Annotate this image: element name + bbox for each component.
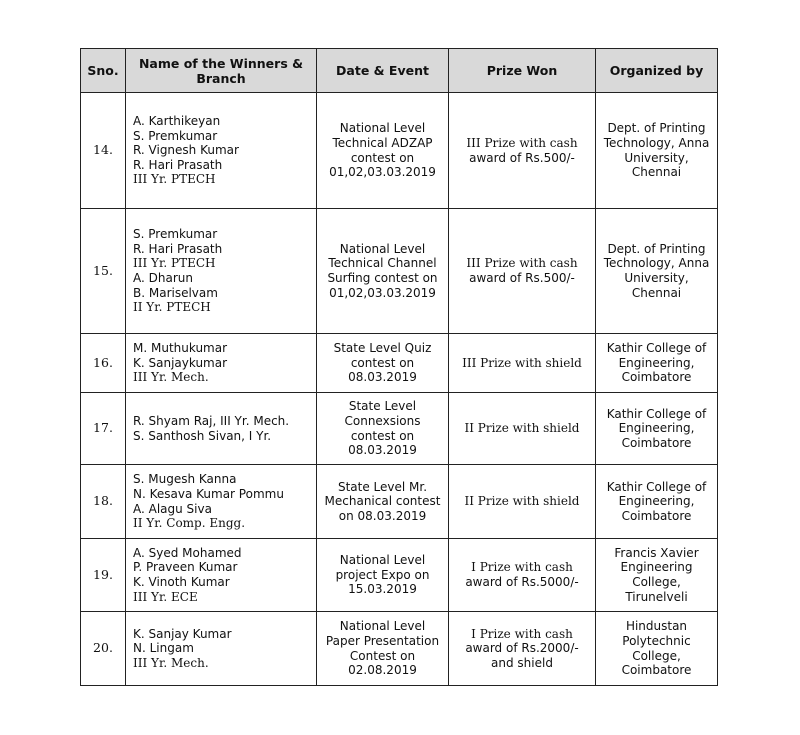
- sno-cell: 16.: [81, 334, 126, 393]
- winner-name: K. Vinoth Kumar: [133, 575, 230, 589]
- organizer-cell: Dept. of Printing Technology, Anna University, Chennai: [596, 93, 718, 209]
- sno-cell: 14.: [81, 93, 126, 209]
- sno-cell: 15.: [81, 209, 126, 334]
- winners-cell: [126, 539, 317, 612]
- winner-name: R. Shyam Raj, III Yr. Mech.: [133, 413, 290, 428]
- winner-name: N. Lingam: [133, 641, 194, 656]
- table-row: [81, 93, 718, 209]
- winners-cell: [126, 612, 317, 686]
- winner-name: S. Premkumar: [133, 227, 218, 242]
- winner-name: S. Mugesh Kanna: [133, 472, 237, 487]
- event-cell: National Level project Expo on 15.03.2019: [317, 539, 449, 612]
- prize-line: I Prize with cash: [471, 626, 573, 641]
- winners-table: [80, 48, 718, 686]
- prize-line: III Prize with cash: [466, 256, 578, 271]
- sno-cell: 17.: [81, 393, 126, 465]
- prize-line: III Prize with cash: [466, 135, 578, 150]
- table-row: [81, 209, 718, 334]
- winners-cell: [126, 465, 317, 539]
- prize-cell: [449, 612, 596, 686]
- winner-branch: III Yr. Mech.: [133, 370, 209, 385]
- organizer-cell: Kathir College of Engineering, Coimbatore: [596, 465, 718, 539]
- organizer-cell: Hindustan Polytechnic College, Coimbatore: [596, 612, 718, 686]
- prize-line: award of Rs.5000/-: [465, 575, 579, 589]
- winner-name: P. Praveen Kumar: [133, 560, 238, 575]
- table-row: [81, 539, 718, 612]
- winner-name: K. Sanjaykumar: [133, 355, 228, 370]
- organizer-cell: Kathir College of Engineering, Coimbatore: [596, 393, 718, 465]
- header-organized: Organized by: [596, 49, 718, 93]
- organizer-cell: Dept. of Printing Technology, Anna University, Chennai: [596, 209, 718, 334]
- prize-cell: [449, 539, 596, 612]
- winners-cell: [126, 93, 317, 209]
- event-cell: National Level Technical Channel Surfing contest on 01,02,03.03.2019: [317, 209, 449, 334]
- event-cell: State Level Mr. Mechanical contest on 08.03.2019: [317, 465, 449, 539]
- sno-cell: 20.: [81, 612, 126, 686]
- event-cell: National Level Paper Presentation Contest on 02.08.2019: [317, 612, 449, 686]
- prize-cell: [449, 393, 596, 465]
- header-prize: Prize Won: [449, 49, 596, 93]
- prize-line: II Prize with shield: [464, 494, 580, 509]
- winner-name: R. Hari Prasath: [133, 241, 223, 256]
- prize-line: II Prize with shield: [464, 421, 580, 436]
- table-row: [81, 334, 718, 393]
- table-header-row: [81, 49, 718, 93]
- winners-cell: [126, 209, 317, 334]
- winner-name: S. Premkumar: [133, 128, 218, 143]
- table-row: [81, 393, 718, 465]
- prize-cell: [449, 465, 596, 539]
- winner-branch: III Yr. ECE: [133, 589, 198, 604]
- event-cell: State Level Connexsions contest on 08.03.2019: [317, 393, 449, 465]
- organizer-cell: Kathir College of Engineering, Coimbatore: [596, 334, 718, 393]
- event-cell: State Level Quiz contest on 08.03.2019: [317, 334, 449, 393]
- prize-line: I Prize with cash: [471, 560, 573, 575]
- winner-name: R. Vignesh Kumar: [133, 143, 239, 158]
- prize-line: and shield: [491, 655, 553, 670]
- prize-line: award of Rs.500/-: [469, 271, 575, 285]
- table-row: [81, 612, 718, 686]
- header-sno: Sno.: [81, 49, 126, 93]
- winner-name: K. Sanjay Kumar: [133, 626, 232, 641]
- winner-branch: II Yr. PTECH: [133, 300, 211, 315]
- winner-name: A. Syed Mohamed: [133, 545, 242, 560]
- prize-line: III Prize with shield: [462, 355, 582, 370]
- winner-name: N. Kesava Kumar Pommu: [133, 486, 284, 501]
- table-row: [81, 465, 718, 539]
- winner-branch: II Yr. Comp. Engg.: [133, 516, 246, 531]
- winners-cell: [126, 393, 317, 465]
- winner-name: A. Dharun: [133, 271, 193, 285]
- winner-branch: III Yr. Mech.: [133, 655, 209, 670]
- header-date-event: Date & Event: [317, 49, 449, 93]
- winner-name: R. Hari Prasath: [133, 157, 223, 172]
- prize-cell: [449, 334, 596, 393]
- winner-name: M. Muthukumar: [133, 341, 228, 356]
- winner-name: S. Santhosh Sivan, I Yr.: [133, 428, 272, 443]
- event-cell: National Level Technical ADZAP contest on 01,02,03.03.2019: [317, 93, 449, 209]
- sno-cell: 19.: [81, 539, 126, 612]
- winner-branch: III Yr. PTECH: [133, 256, 216, 271]
- winner-name: A. Karthikeyan: [133, 114, 221, 129]
- winner-name: A. Alagu Siva: [133, 501, 212, 516]
- prize-cell: [449, 93, 596, 209]
- prize-line: award of Rs.2000/-: [465, 641, 579, 656]
- sno-cell: 18.: [81, 465, 126, 539]
- winners-cell: [126, 334, 317, 393]
- winner-branch: III Yr. PTECH: [133, 172, 216, 187]
- organizer-cell: Francis Xavier Engineering College, Tirunelveli: [596, 539, 718, 612]
- prize-line: award of Rs.500/-: [469, 150, 575, 165]
- winner-name: B. Mariselvam: [133, 285, 218, 300]
- header-name: Name of the Winners & Branch: [126, 49, 317, 93]
- prize-cell: [449, 209, 596, 334]
